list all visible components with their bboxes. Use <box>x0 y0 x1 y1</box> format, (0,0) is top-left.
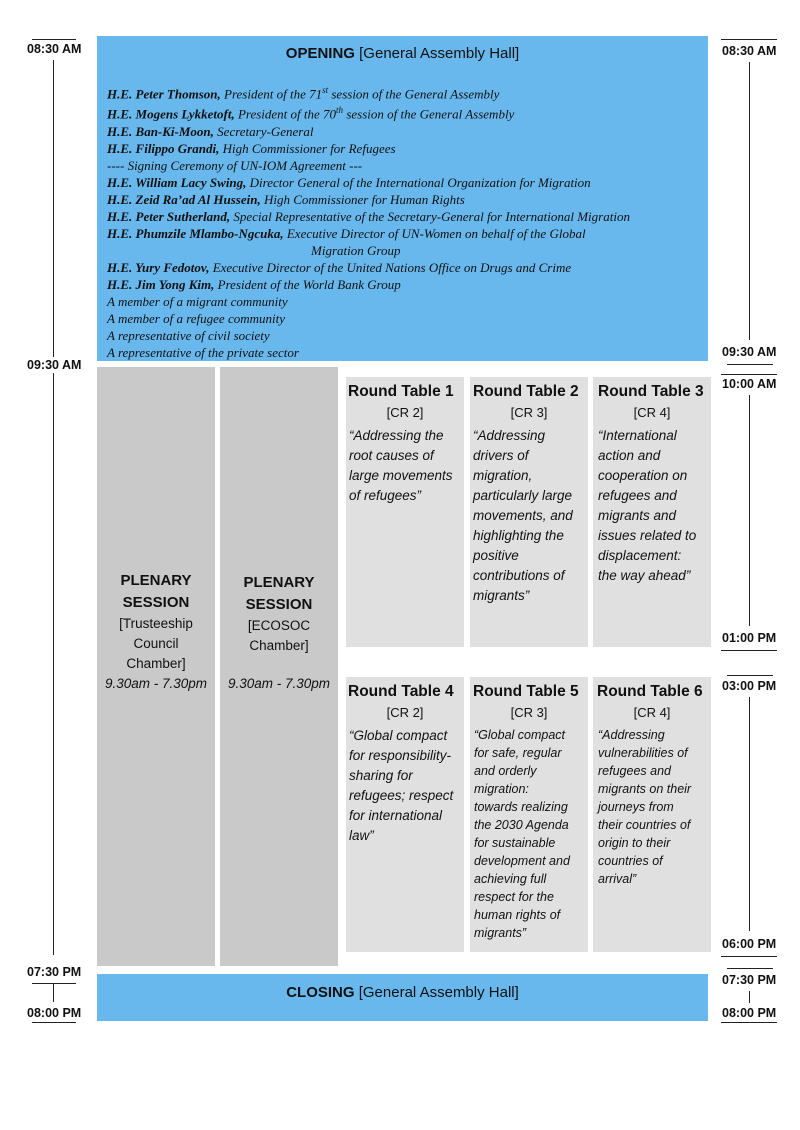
topic-line: and orderly <box>474 764 537 778</box>
topic-line: migration: <box>474 782 529 796</box>
timeline-right-top-tick <box>721 39 777 40</box>
timeline-right-short-line <box>749 991 750 1003</box>
topic-line: large movements <box>349 468 453 483</box>
speaker-role: Executive Director of UN-Women on behalf of the Global <box>283 225 586 241</box>
round-table-1 <box>346 377 464 647</box>
timeline-left-short-line <box>53 984 54 1002</box>
topic-line: sharing for <box>349 768 413 783</box>
round-table-room: [CR 2] <box>386 405 424 420</box>
speaker-name: H.E. Filippo Grandi, <box>107 140 220 156</box>
plenary-session-trusteeship <box>97 367 215 966</box>
speaker-role: A member of a refugee community <box>107 310 285 326</box>
time-left-0930: 09:30 AM <box>27 358 82 372</box>
topic-line: origin to their <box>598 836 671 850</box>
plenary-location-line3: Chamber] <box>126 656 186 671</box>
round-table-room: [CR 3] <box>510 705 548 720</box>
round-table-5 <box>470 677 588 952</box>
time-left-0800pm: 08:00 PM <box>27 1006 82 1020</box>
speaker-role: High Commissioner for Refugees <box>219 140 396 156</box>
speaker-name: H.E. Jim Yong Kim, <box>107 276 215 292</box>
round-table-4 <box>346 677 464 952</box>
speaker-name: H.E. Ban-Ki-Moon, <box>107 123 214 139</box>
topic-line: the way ahead” <box>598 568 691 583</box>
speaker-line <box>107 259 630 276</box>
speaker-role: High Commissioner for Human Rights <box>260 191 465 207</box>
topic-line: for responsibility- <box>349 748 452 763</box>
time-right-0100pm: 01:00 PM <box>722 631 777 645</box>
time-right-0600pm: 06:00 PM <box>722 937 777 951</box>
plenary-title-line2: SESSION <box>122 594 190 611</box>
opening-speaker-list <box>107 82 630 361</box>
topic-line: refugees; respect <box>349 788 454 803</box>
round-table-room: [CR 3] <box>510 405 548 420</box>
speaker-line <box>107 344 630 361</box>
timeline-right-tick-3 <box>721 650 777 651</box>
timeline-right-tick-6 <box>727 968 773 969</box>
timeline-right-tick-2 <box>721 374 777 375</box>
timeline-left-mid-tick <box>32 983 76 984</box>
speaker-name: H.E. Peter Thomson, <box>107 86 221 102</box>
speaker-role: Director General of the International Organization for Migration <box>246 174 591 190</box>
speaker-name: H.E. Yury Fedotov, <box>107 259 210 275</box>
closing-title-label: CLOSING <box>286 984 355 1001</box>
plenary-session-ecosoc <box>220 367 338 966</box>
speaker-role-superscript: th <box>336 105 344 116</box>
round-table-topic <box>470 426 588 606</box>
speaker-line <box>107 293 630 310</box>
plenary-location-line1: [ECOSOC <box>247 618 311 633</box>
topic-line: migrants” <box>473 588 530 603</box>
topic-line: journeys from <box>598 800 674 814</box>
topic-line: issues related to <box>598 528 697 543</box>
topic-line: their countries of <box>598 818 691 832</box>
topic-line: refugees and <box>598 488 677 503</box>
speaker-line <box>107 242 630 259</box>
speaker-line <box>107 310 630 327</box>
speaker-role: President of the 71 <box>220 86 323 102</box>
speaker-name: H.E. Mogens Lykketoft, <box>107 106 235 122</box>
speaker-role-continued: session of the General Assembly <box>343 106 515 122</box>
speaker-line <box>107 157 630 174</box>
plenary-time: 9.30am - 7.30pm <box>227 676 331 691</box>
speaker-role-continued: session of the General Assembly <box>328 86 500 102</box>
speaker-line <box>107 123 630 140</box>
topic-line: vulnerabilities of <box>598 746 688 760</box>
topic-line: migration, <box>473 468 533 483</box>
round-table-title: Round Table 4 <box>348 683 454 700</box>
round-table-room: [CR 4] <box>633 705 671 720</box>
timeline-right-tick-5 <box>721 956 777 957</box>
topic-line: highlighting the <box>473 528 564 543</box>
opening-title-label: OPENING <box>285 45 355 62</box>
opening-title <box>97 45 708 62</box>
topic-line: “Addressing <box>473 428 546 443</box>
topic-line: action and <box>598 448 661 463</box>
plenary-title-line1: PLENARY <box>120 572 192 589</box>
time-right-0930: 09:30 AM <box>722 345 777 359</box>
topic-line: respect for the <box>474 890 554 904</box>
timeline-right-tick-4 <box>727 675 773 676</box>
speaker-role: President of the World Bank Group <box>214 276 401 292</box>
topic-line: towards realizing <box>474 800 568 814</box>
round-table-topic <box>470 726 588 942</box>
plenary-location-line2: Council <box>133 636 179 651</box>
topic-line: displacement: <box>598 548 682 563</box>
round-table-6 <box>593 677 711 952</box>
plenary-location-line1: [Trusteeship <box>119 616 193 631</box>
time-right-1000: 10:00 AM <box>722 377 777 391</box>
time-right-0830: 08:30 AM <box>722 44 777 58</box>
speaker-line <box>107 225 630 242</box>
speaker-line <box>107 140 630 157</box>
timeline-right-line-1 <box>749 62 750 340</box>
topic-line: positive <box>473 548 519 563</box>
speaker-role: Special Representative of the Secretary-General for International Migration <box>230 208 630 224</box>
timeline-right-line-3 <box>749 697 750 931</box>
speaker-line <box>107 82 630 102</box>
time-right-0300pm: 03:00 PM <box>722 679 777 693</box>
timeline-right-tick-1 <box>727 364 773 365</box>
round-table-room: [CR 4] <box>633 405 671 420</box>
round-table-title: Round Table 2 <box>473 383 579 400</box>
round-table-room: [CR 2] <box>386 705 424 720</box>
time-right-0800pm: 08:00 PM <box>722 1006 777 1020</box>
round-table-title: Round Table 1 <box>348 383 454 400</box>
topic-line: arrival” <box>598 872 637 886</box>
speaker-role: President of the 70 <box>234 106 337 122</box>
closing-session-block <box>97 974 708 1021</box>
topic-line: drivers of <box>473 448 529 463</box>
topic-line: “International <box>598 428 677 443</box>
speaker-role: Secretary-General <box>213 123 314 139</box>
topic-line: particularly large <box>473 488 573 503</box>
topic-line: migrants and <box>598 508 677 523</box>
round-table-title: Round Table 5 <box>473 683 579 700</box>
topic-line: of refugees” <box>349 488 422 503</box>
timeline-left-top-tick <box>32 39 76 40</box>
topic-line: law” <box>349 828 374 843</box>
topic-line: for international <box>349 808 443 823</box>
topic-line: cooperation on <box>598 468 688 483</box>
speaker-role: A member of a migrant community <box>107 293 288 309</box>
round-table-topic <box>593 426 711 586</box>
timeline-left-bottom-tick <box>32 1022 76 1023</box>
topic-line: for sustainable <box>474 836 556 850</box>
topic-line: “Addressing the <box>349 428 444 443</box>
opening-location: [General Assembly Hall] <box>359 45 520 62</box>
topic-line: development and <box>474 854 570 868</box>
topic-line: migrants on their <box>598 782 692 796</box>
topic-line: for safe, regular <box>474 746 562 760</box>
topic-line: “Global compact <box>349 728 448 743</box>
speaker-name: H.E. Phumzile Mlambo-Ngcuka, <box>107 225 284 241</box>
speaker-name: H.E. Peter Sutherland, <box>107 208 231 224</box>
timeline-right-line-2 <box>749 395 750 626</box>
speaker-line <box>107 327 630 344</box>
topic-line: root causes of <box>349 448 434 463</box>
topic-line: movements, and <box>473 508 573 523</box>
opening-session-block <box>97 36 708 361</box>
plenary-title-line2: SESSION <box>245 596 313 613</box>
round-table-topic <box>346 726 464 846</box>
topic-line: “Addressing <box>598 728 665 742</box>
topic-line: “Global compact <box>474 728 566 742</box>
speaker-role: A representative of civil society <box>107 327 270 343</box>
speaker-role: A representative of the private sector <box>107 344 299 360</box>
topic-line: contributions of <box>473 568 565 583</box>
closing-title <box>97 984 708 1001</box>
topic-line: human rights of <box>474 908 561 922</box>
round-table-title: Round Table 3 <box>598 383 704 400</box>
topic-line: refugees and <box>598 764 671 778</box>
speaker-role-superscript: st <box>322 85 329 95</box>
plenary-location-line2: Chamber] <box>249 638 309 653</box>
topic-line: achieving full <box>474 872 547 886</box>
speaker-line <box>107 174 630 191</box>
timeline-right-bottom-tick <box>721 1022 777 1023</box>
round-table-title: Round Table 6 <box>597 683 703 700</box>
speaker-role: Migration Group <box>311 242 401 258</box>
time-left-0730pm: 07:30 PM <box>27 965 82 979</box>
round-table-topic <box>346 426 464 506</box>
topic-line: migrants” <box>474 926 527 940</box>
time-right-0730pm: 07:30 PM <box>722 973 777 987</box>
topic-line: the 2030 Agenda <box>474 818 569 832</box>
speaker-name: H.E. William Lacy Swing, <box>107 174 247 190</box>
time-left-0830: 08:30 AM <box>27 42 82 56</box>
timeline-left-line <box>53 60 54 955</box>
plenary-time: 9.30am - 7.30pm <box>104 676 208 691</box>
speaker-role: Executive Director of the United Nations Office on Drugs and Crime <box>209 259 572 275</box>
speaker-name: H.E. Zeid Ra’ad Al Hussein, <box>107 191 261 207</box>
speaker-line <box>107 102 630 122</box>
speaker-line <box>107 191 630 208</box>
speaker-role: ---- Signing Ceremony of UN-IOM Agreement --- <box>107 157 363 173</box>
topic-line: countries of <box>598 854 663 868</box>
plenary-title-line1: PLENARY <box>243 574 315 591</box>
speaker-line <box>107 276 630 293</box>
round-table-3 <box>593 377 711 647</box>
round-table-topic <box>593 726 711 888</box>
speaker-line <box>107 208 630 225</box>
closing-location: [General Assembly Hall] <box>358 984 519 1001</box>
round-table-2 <box>470 377 588 647</box>
